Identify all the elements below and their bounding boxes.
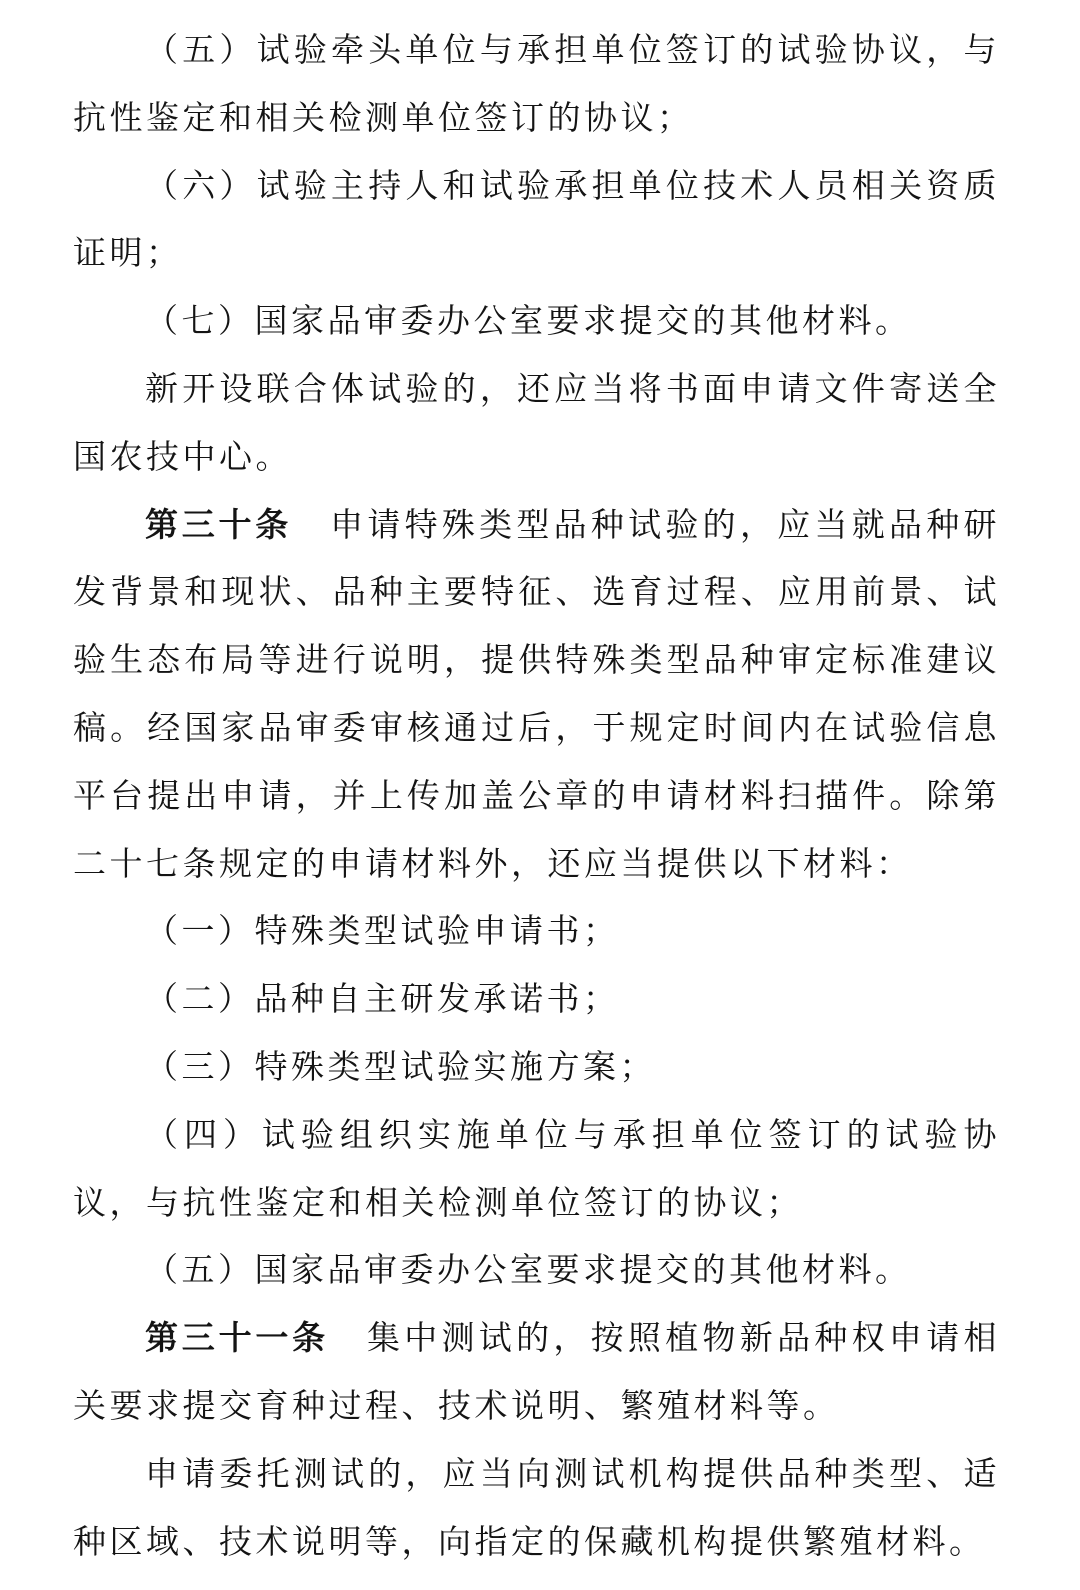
item-five-agreements <box>73 16 1000 152</box>
item-two-commitment <box>73 965 1000 1033</box>
paragraph-text: 申请特殊类型品种试验的，应当就品种研发背景和现状、品种主要特征、选育过程、应用前景、试验生态布局等进行说明，提供特殊类型品种审定标准建议稿。经国家品审委审核通过后，于规定时间内在试验信息平台提出申请，并上传加盖公章的申请材料扫描件。除第二十七条规定的申请材料外，还应当提供以下材料： <box>73 504 1001 883</box>
paragraph-text: （七）国家品审委办公室要求提交的其他材料。 <box>145 301 912 341</box>
paragraph-text: （六）试验主持人和试验承担单位技术人员相关资质证明； <box>73 165 1000 273</box>
item-five-other-materials <box>73 1236 1000 1304</box>
item-four-agreements <box>73 1101 1000 1237</box>
paragraph-text: （一）特殊类型试验申请书； <box>145 911 620 951</box>
item-six-qualifications <box>73 152 1000 288</box>
item-one-application <box>73 897 1000 965</box>
article-heading: 第三十条 <box>145 504 293 544</box>
paragraph-text: 集中测试的，按照植物新品种权申请相关要求提交育种过程、技术说明、繁殖材料等。 <box>73 1318 1001 1425</box>
paragraph-text: （五）试验牵头单位与承担单位签订的试验协议，与抗性鉴定和相关检测单位签订的协议； <box>73 30 1000 137</box>
paragraph-text: 新开设联合体试验的，还应当将书面申请文件寄送全国农技中心。 <box>73 368 1000 476</box>
item-three-plan <box>73 1033 1000 1101</box>
paragraph-text: （二）品种自主研发承诺书； <box>145 979 620 1019</box>
article-31 <box>73 1304 1000 1440</box>
item-seven-other-materials <box>73 287 1000 355</box>
document-body <box>73 16 1000 1575</box>
paragraph-text: （五）国家品审委办公室要求提交的其他材料。 <box>145 1250 912 1290</box>
article-30 <box>73 491 1000 898</box>
paragraph-text: （四）试验组织实施单位与承担单位签订的试验协议，与抗性鉴定和相关检测单位签订的协议； <box>73 1114 1000 1222</box>
commissioned-test-paragraph <box>73 1440 1000 1576</box>
paragraph-text: （三）特殊类型试验实施方案； <box>145 1046 656 1086</box>
article-heading: 第三十一条 <box>145 1318 329 1358</box>
paragraph-text: 申请委托测试的，应当向测试机构提供品种类型、适种区域、技术说明等，向指定的保藏机构提供繁殖材料。 <box>73 1453 1000 1561</box>
consortium-trial-paragraph <box>73 355 1000 491</box>
